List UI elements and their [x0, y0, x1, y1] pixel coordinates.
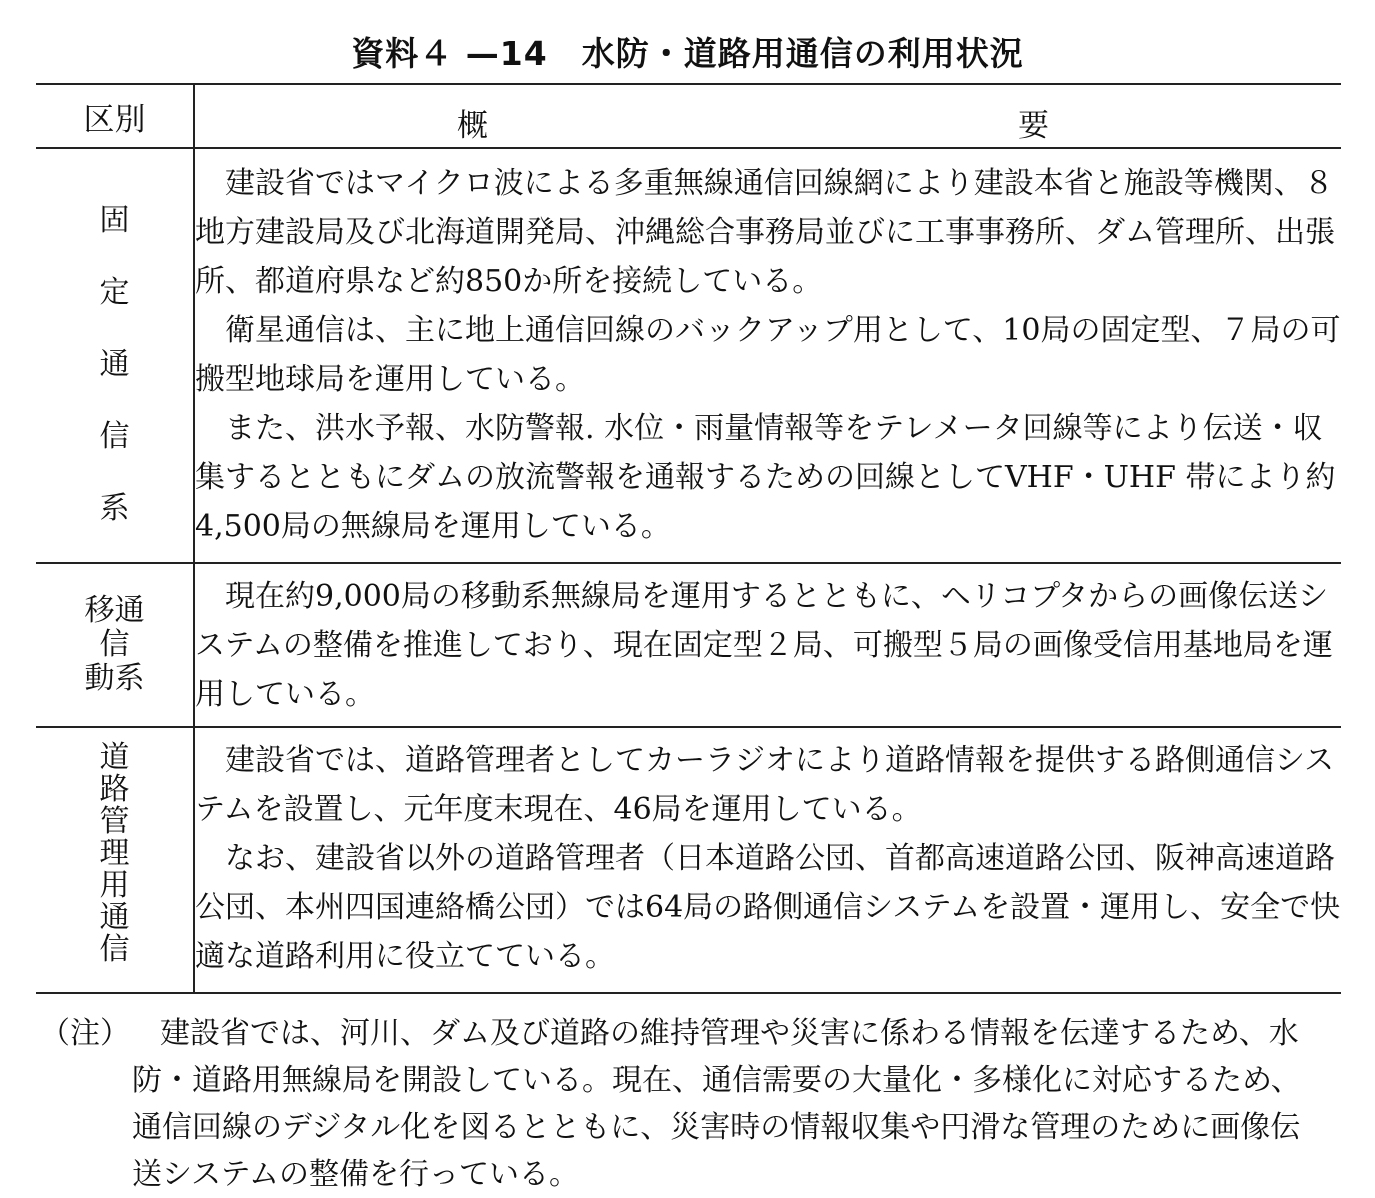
category-char: 信 — [99, 932, 130, 967]
header-overview-1: 概 — [457, 108, 488, 144]
category-char: 理 — [99, 836, 130, 871]
footnote-text: 建設省では、河川、ダム及び道路の維持管理や災害に係わる情報を伝達するため、水防・道路用無線局を開設している。現在、通信需要の大量化・多様化に対応するため、通信回線のデジタル化を図るとともに、災害時の情報収集や円滑な管理のために画像伝送システムの整備を行っている。 — [132, 1016, 1301, 1192]
header-overview-2: 要 — [1018, 108, 1049, 144]
category-char: 定 — [99, 275, 130, 310]
category-char: 系 — [99, 491, 130, 526]
footnote-label: （注） — [40, 1016, 130, 1051]
description-road — [194, 727, 1341, 993]
category-char: 通 — [99, 900, 130, 935]
footnote — [40, 1010, 1330, 1198]
description-fixed — [194, 148, 1341, 563]
table-row-mobile — [36, 563, 1341, 727]
category-char: 固 — [99, 203, 130, 238]
description-mobile — [194, 563, 1341, 727]
paragraph: 現在約9,000局の移動系無線局を運用するとともに、ヘリコプタからの画像伝送システムの整備を推進しており、現在固定型２局、可搬型５局の画像受信用基地局を運用している。 — [195, 579, 1333, 712]
paragraph: 建設省では、道路管理者としてカーラジオにより道路情報を提供する路側通信システムを設置し、元年度末現在、46局を運用している。 — [195, 743, 1335, 827]
header-category: 区別 — [36, 84, 194, 148]
category-char: 通 — [99, 347, 130, 382]
table-header-row — [36, 84, 1341, 148]
table-row-fixed — [36, 148, 1341, 563]
category-mobile — [36, 563, 194, 727]
paragraph: 衛星通信は、主に地上通信回線のバックアップ用として、10局の固定型、７局の可搬型地球局を運用している。 — [195, 313, 1341, 397]
category-char: 道 — [99, 740, 130, 775]
table-row-road — [36, 727, 1341, 993]
paragraph: なお、建設省以外の道路管理者（日本道路公団、首都高速道路公団、阪神高速道路公団、本州四国連絡橋公団）では64局の路側通信システムを設置・運用し、安全で快適な道路利用に役立てている。 — [195, 841, 1341, 974]
paragraph: また、洪水予報、水防警報. 水位・雨量情報等をテレメータ回線等により伝送・収集するとともにダムの放流警報を通報するための回線としてVHF・UHF 帯により約4,500局の無線局を運用している。 — [195, 411, 1336, 544]
category-road — [36, 727, 194, 993]
usage-table — [36, 83, 1341, 994]
category-char: 路 — [99, 772, 130, 807]
category-char: 管 — [99, 804, 130, 839]
category-char: 用 — [99, 868, 130, 903]
category-fixed — [36, 148, 194, 563]
page-title: 資料４ —14 水防・道路用通信の利用状況 — [351, 34, 1024, 73]
category-line: 動系 — [84, 661, 145, 696]
category-char: 信 — [99, 419, 130, 454]
category-line: 信 — [99, 627, 130, 662]
header-overview — [194, 84, 1341, 148]
category-line: 移通 — [84, 593, 145, 628]
paragraph: 建設省ではマイクロ波による多重無線通信回線網により建設本省と施設等機関、８地方建設局及び北海道開発局、沖縄総合事務局並びに工事事務所、ダム管理所、出張所、都道府県など約850か所を接続している。 — [195, 166, 1335, 299]
